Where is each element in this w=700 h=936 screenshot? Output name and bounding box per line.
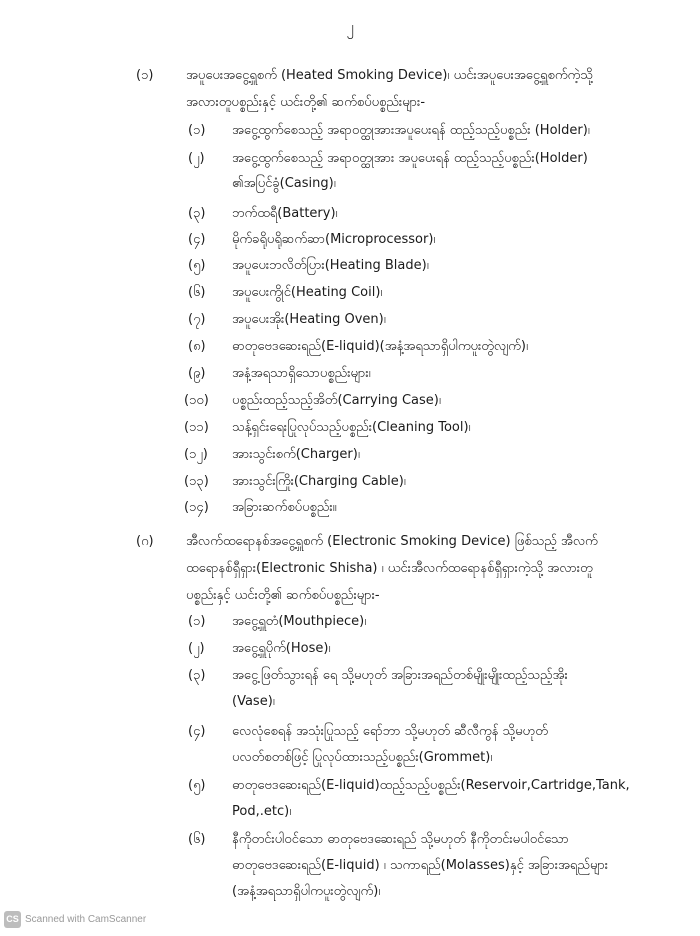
item-number: (၆) [188,832,206,847]
item-text: ဓာတုဗေဒဆေးရည်(E-liquid) ၊ သကာရည်(Molasses)နှင့် အခြားအရည်များ [232,858,609,873]
item-text: Pod,.etc)၊ [232,804,292,819]
scanner-watermark [4,911,146,928]
item-number: (၁၄) [184,500,209,515]
item-text: အငွေ့ရှူတံ(Mouthpiece)၊ [232,614,367,629]
item-text: ဓာတုဗေဒဆေးရည်(E-liquid)ထည့်သည့်ပစ္စည်း(Reservoir,Cartridge,Tank, [232,778,630,793]
section-a-line-1: အပူပေးအငွေ့ရှူစက် (Heated Smoking Device)၊ ယင်းအပူပေးအငွေ့ရှူစက်ကဲ့သို့ [186,68,593,83]
item-text: အငွေ့ဖြတ်သွားရန် ရေ သို့မဟုတ် အခြားအရည်တစ်မျိုးမျိုးထည့်သည့်အိုး [232,668,568,683]
section-b-line-3: ပစ္စည်းနှင့် ယင်းတို့၏ ဆက်စပ်ပစ္စည်းများ- [186,588,380,603]
section-a-marker: (၁) [136,68,154,83]
item-number: (၁၀) [184,393,209,408]
item-number: (၇) [188,312,206,327]
item-text: မိုက်ခရိုပရိုဆက်ဆာ(Microprocessor)၊ [232,232,436,247]
item-text: အငွေ့ရှူပိုက်(Hose)၊ [232,641,331,656]
item-text: (Vase)၊ [232,694,275,709]
item-number: (၃) [188,206,206,221]
item-number: (၁၃) [184,474,209,489]
item-number: (၁၁) [184,420,209,435]
section-b-line-2: ထရောနစ်ရှီရှား(Electronic Shisha) ၊ ယင်းအီလက်ထရောနစ်ရှီရှားကဲ့သို့ အလားတူ [186,561,593,576]
item-text: အငွေ့ထွက်စေသည့် အရာဝတ္ထုအား အပူပေးရန် ထည့်သည့်ပစ္စည်း(Holder) [232,151,588,166]
item-number: (၃) [188,668,206,683]
item-text: အားသွင်းကြိုး(Charging Cable)၊ [232,474,406,489]
item-number: (၉) [188,366,206,381]
item-number: (၈) [188,339,206,354]
item-number: (၅) [188,258,206,273]
item-text: အပူပေးအိုး(Heating Oven)၊ [232,312,386,327]
item-text: အငွေ့ထွက်စေသည့် အရာဝတ္ထုအားအပူပေးရန် ထည့်သည့်ပစ္စည်း (Holder)၊ [232,123,590,138]
item-number: (၂) [188,641,205,656]
item-number: (၁) [188,614,206,629]
item-number: (၁) [188,123,206,138]
section-a-line-2: အလားတူပစ္စည်းနှင့် ယင်းတို့၏ ဆက်စပ်ပစ္စည်းများ- [186,95,426,110]
item-text: အနံ့အရသာရှိသောပစ္စည်းများ၊ [232,366,371,381]
item-text: သန့်ရှင်းရေးပြုလုပ်သည့်ပစ္စည်း(Cleaning Tool)၊ [232,420,471,435]
item-text: အပူပေးကွိုင်(Heating Coil)၊ [232,285,383,300]
item-number: (၂) [188,151,205,166]
section-b-line-1: အီလက်ထရောနစ်အငွေ့ရှူစက် (Electronic Smoking Device) ဖြစ်သည့် အီလက် [186,534,598,549]
item-number: (၁၂) [184,447,208,462]
item-text: ပလတ်စတစ်ဖြင့် ပြုလုပ်ထားသည့်ပစ္စည်း(Grommet)၊ [232,750,493,765]
item-text: အားသွင်းစက်(Charger)၊ [232,447,360,462]
item-text: လေလုံစေရန် အသုံးပြုသည့် ရော်ဘာ သို့မဟုတ် ဆီလီကွန် သို့မဟုတ် [232,724,548,739]
item-number: (၆) [188,285,206,300]
item-text: (အနံ့အရသာရှိပါကပူးတွဲလျက်)၊ [232,884,381,899]
section-b-marker: (ဂ) [136,534,154,549]
page-number: ၂ [346,18,354,36]
item-text: အခြားဆက်စပ်ပစ္စည်း။ [232,500,337,515]
item-text: ဘက်ထရီ(Battery)၊ [232,206,338,221]
watermark-text: Scanned with CamScanner [25,914,147,925]
item-text: ပစ္စည်းထည့်သည့်အိတ်(Carrying Case)၊ [232,393,441,408]
item-text: ဓာတုဗေဒဆေးရည်(E-liquid)(အနံ့အရသာရှိပါကပူးတွဲလျက်)၊ [232,339,529,354]
camscanner-logo-icon: CS [4,911,21,928]
item-number: (၄) [188,724,206,739]
item-text: နီကိုတင်းပါဝင်သော ဓာတုဗေဒဆေးရည် သို့မဟုတ် နီကိုတင်းမပါဝင်သော [232,832,569,847]
item-number: (၄) [188,232,206,247]
item-text: အပူပေးဘလိတ်ပြား(Heating Blade)၊ [232,258,429,273]
item-text: ၏အပြင်ခွံ(Casing)၊ [232,176,336,191]
item-number: (၅) [188,778,206,793]
